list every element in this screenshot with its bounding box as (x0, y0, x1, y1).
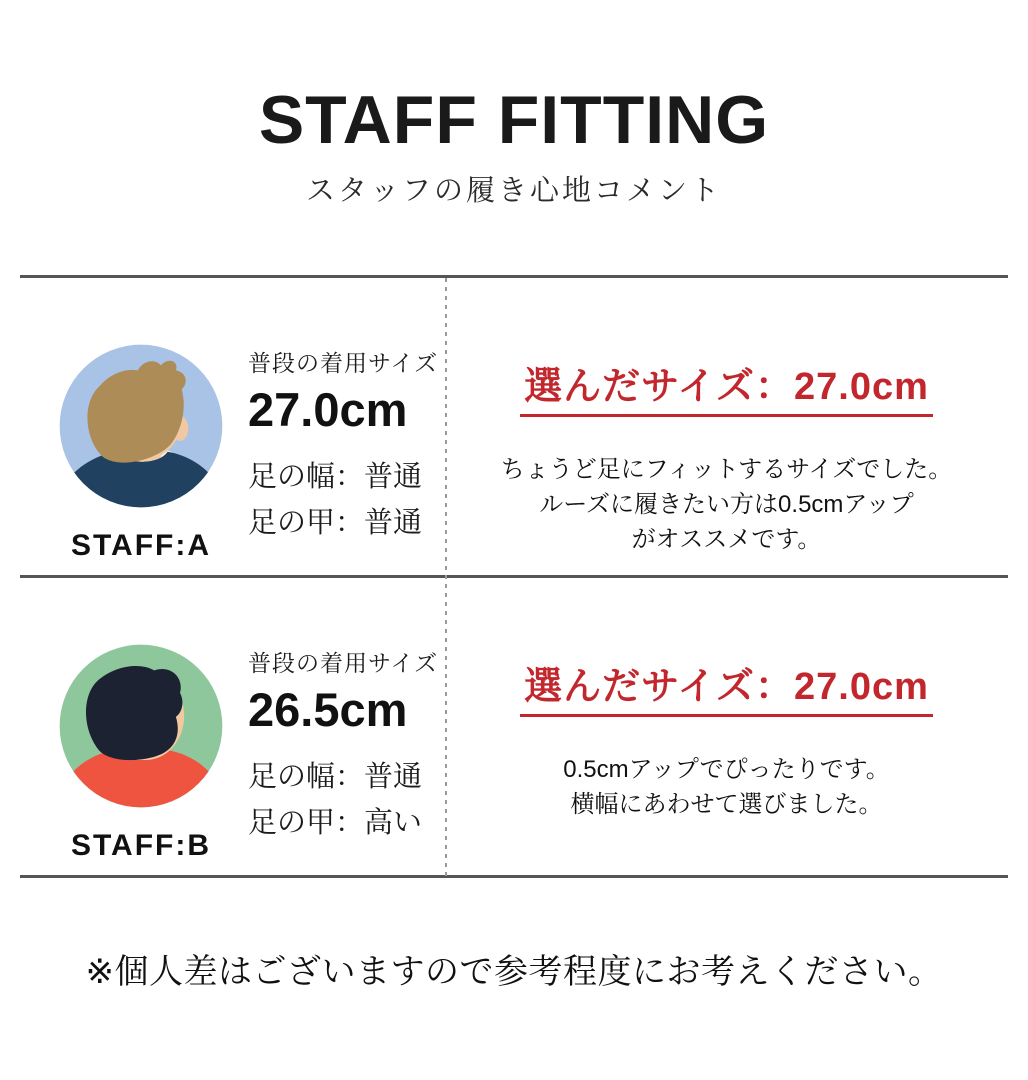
staff-b-usual-size-value: 26.5cm (248, 683, 408, 736)
staff-a-comment-line-3: がオススメです。 (631, 525, 822, 553)
staff-b-chosen-size: 選んだサイズ：27.0cm (520, 668, 933, 717)
header (0, 0, 1028, 209)
staff-b-usual-size-label: 普段の着用サイズ (248, 650, 439, 676)
page-subtitle: スタッフの履き心地コメント (305, 175, 722, 207)
staff-b-comment (563, 753, 889, 823)
staff-a-label: STAFF:A (70, 529, 212, 562)
vertical-dashed-divider (445, 278, 447, 878)
staff-b-label: STAFF:B (70, 829, 212, 862)
page-title: STAFF FITTING (258, 82, 770, 158)
disclaimer-note: ※個人差はございますので参考程度にお考えください。 (85, 953, 943, 991)
staff-a-foot-instep: 足の甲：普通 (248, 507, 423, 539)
staff-a-foot-width: 足の幅：普通 (248, 461, 423, 493)
fitting-table (20, 275, 1008, 878)
staff-a-info (248, 343, 438, 575)
staff-a-comment-cell (445, 278, 1008, 575)
staff-a-avatar-block (56, 343, 226, 575)
staff-b-foot-instep: 足の甲：高い (248, 807, 423, 839)
staff-a-comment-line-1: ちょうど足にフィットするサイズでした。 (500, 456, 953, 483)
staff-b-row (20, 578, 1008, 878)
staff-b-foot-width: 足の幅：普通 (248, 761, 423, 793)
staff-a-usual-size-label: 普段の着用サイズ (248, 350, 439, 376)
staff-a-chosen-size: 選んだサイズ：27.0cm (520, 368, 933, 417)
staff-b-info (248, 643, 438, 875)
staff-a-row (20, 278, 1008, 578)
staff-b-comment-cell (445, 578, 1008, 875)
staff-b-comment-line-2: 横幅にあわせて選びました。 (570, 790, 883, 818)
staff-b-avatar-block (56, 643, 226, 875)
staff-a-profile-cell (20, 278, 445, 575)
staff-a-avatar (58, 343, 224, 509)
staff-b-avatar (58, 643, 224, 809)
staff-b-profile-cell (20, 578, 445, 875)
staff-a-comment-line-2: ルーズに履きたい方は0.5cmアップ (539, 490, 914, 518)
staff-a-comment (501, 453, 952, 557)
staff-b-comment-line-1: 0.5cmアップでぴったりです。 (563, 756, 890, 783)
staff-a-usual-size-value: 27.0cm (248, 383, 408, 436)
